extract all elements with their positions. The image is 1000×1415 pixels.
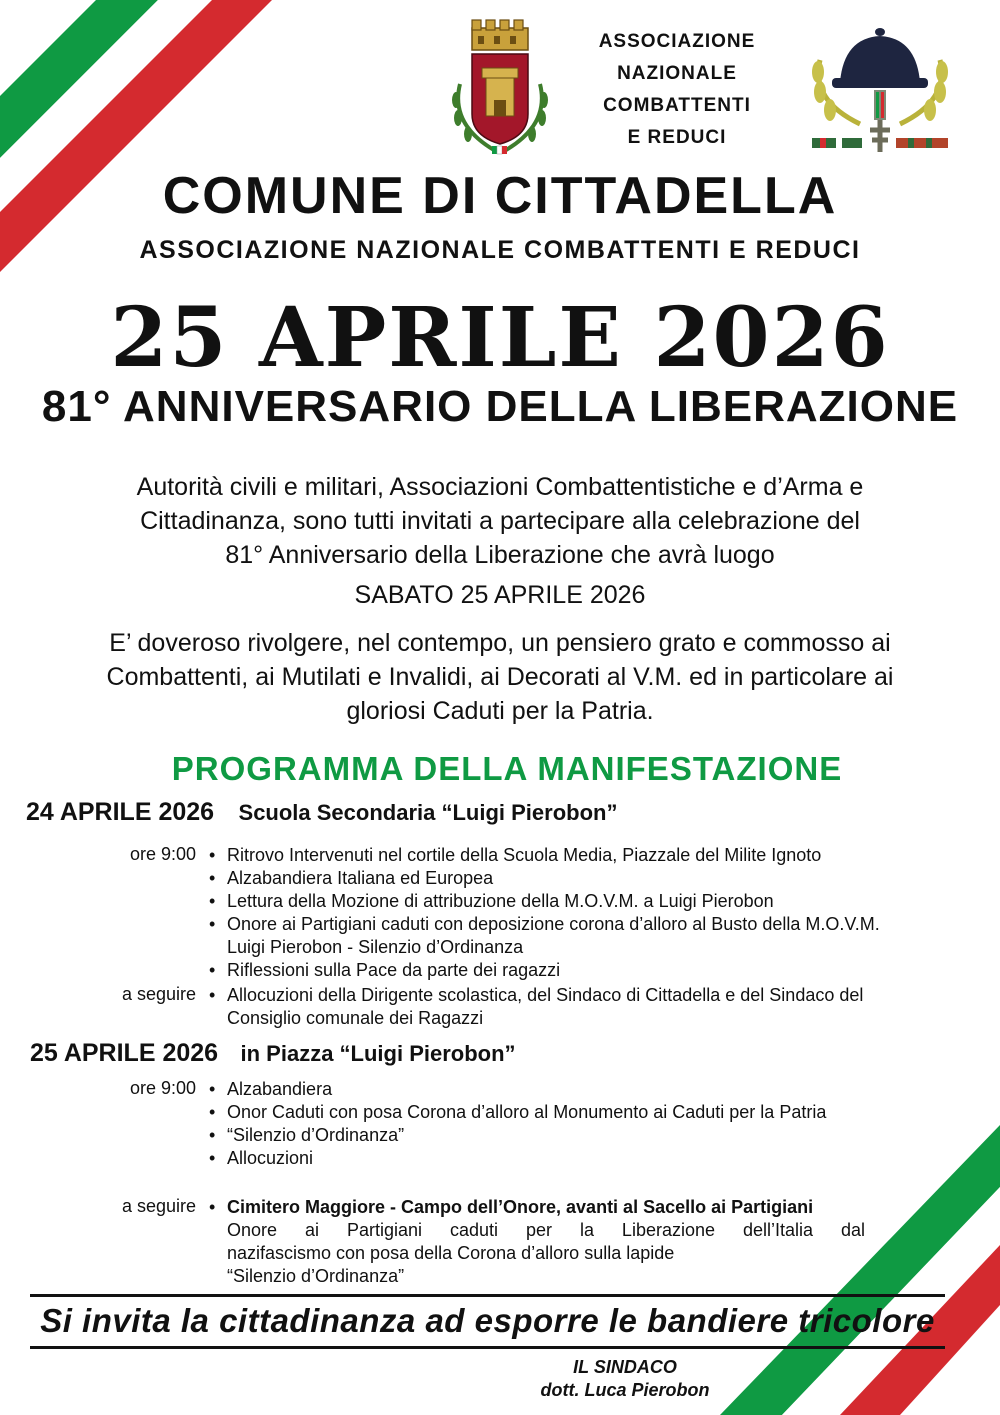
tribute-line-3: gloriosi Caduti per la Patria. [346, 697, 654, 725]
signature-block [500, 1356, 750, 1402]
day2-heading [30, 1039, 516, 1068]
ancr-helmet-emblem-icon [800, 20, 960, 160]
day2-item-1: • Alzabandiera [205, 1078, 945, 1101]
intro-line-3: 81° Anniversario della Liberazione che avrà luogo [225, 541, 775, 569]
association-subtitle: ASSOCIAZIONE NAZIONALE COMBATTENTI E REDUCI [139, 236, 861, 264]
day2-list-2 [205, 1196, 865, 1288]
invite-rule-bottom [30, 1346, 945, 1349]
day2-item-3: • “Silenzio d’Ordinanza” [205, 1124, 945, 1147]
day2-item-4: • Allocuzioni [205, 1147, 945, 1170]
invite-rule-top [30, 1294, 945, 1297]
day1-list-1 [205, 844, 985, 982]
intro-paragraph [0, 470, 1000, 612]
anniversary-title: 81° ANNIVERSARIO DELLA LIBERAZIONE [41, 382, 959, 431]
intro-line-2: Cittadinanza, sono tutti invitati a partecipare alla celebrazione del [140, 507, 860, 535]
day1-list-2 [205, 984, 985, 1030]
cittadella-coat-of-arms-icon [442, 14, 558, 156]
tribute-line-2: Combattenti, ai Mutilati e Invalidi, ai Decorati al V.M. ed in particolare ai [106, 663, 894, 691]
invite-text: Si invita la cittadinanza ad esporre le bandiere tricolore [40, 1302, 935, 1339]
day2-item-after-line-2: nazifascismo con posa della Corona d’alloro sulla lapide [227, 1243, 675, 1263]
association-line-4: E REDUCI [627, 127, 727, 148]
day2-time-2: a seguire [121, 1196, 196, 1216]
event-date-title: 25 APRILE 2026 [110, 290, 890, 386]
day2-item-after-line-1: Onore ai Partigiani caduti per la Liberazione dell’Italia dal [227, 1220, 865, 1240]
day2-item-2: • Onor Caduti con posa Corona d’alloro al Monumento ai Caduti per la Patria [205, 1101, 945, 1124]
tribute-line-1: E’ doveroso rivolgere, nel contempo, un pensiero grato e commosso ai [109, 629, 891, 657]
day1-item-4-text: Onore ai Partigiani caduti con deposizione corona d’alloro al Busto della M.O.V.M. [227, 914, 880, 934]
day1-item-after [205, 984, 985, 1030]
day1-item-after-cont: Consiglio comunale dei Ragazzi [227, 1008, 484, 1028]
signature-name: dott. Luca Pierobon [540, 1380, 710, 1400]
program-title: PROGRAMMA DELLA MANIFESTAZIONE [171, 750, 843, 787]
association-name-block [582, 26, 772, 154]
day1-item-5: • Riflessioni sulla Pace da parte dei ragazzi [205, 959, 985, 982]
day1-date: 24 APRILE 2026 [26, 798, 215, 826]
association-line-1: ASSOCIAZIONE [598, 31, 756, 52]
day2-item-after-bold: Cimitero Maggiore - Campo dell’Onore, avanti al Sacello ai Partigiani [227, 1197, 814, 1217]
day1-time-2: a seguire [121, 984, 196, 1004]
day2-item-after [205, 1196, 865, 1288]
day2-list-1 [205, 1078, 945, 1170]
day1-item-4 [205, 913, 985, 959]
association-line-2: NAZIONALE [617, 63, 737, 84]
day1-heading [26, 798, 617, 827]
day2-place: in Piazza “Luigi Pierobon” [240, 1041, 516, 1066]
day2-item-after-line-3: “Silenzio d’Ordinanza” [227, 1266, 405, 1286]
intro-line-4: SABATO 25 APRILE 2026 [354, 581, 646, 609]
association-line-3: COMBATTENTI [603, 95, 751, 116]
day2-date: 25 APRILE 2026 [30, 1039, 219, 1067]
day1-item-2: • Alzabandiera Italiana ed Europea [205, 867, 985, 890]
day1-time-1: ore 9:00 [129, 844, 196, 864]
signature-role: IL SINDACO [573, 1357, 677, 1377]
day2-time-1: ore 9:00 [129, 1078, 196, 1098]
day1-place: Scuola Secondaria “Luigi Pierobon” [238, 800, 618, 825]
day1-item-1: • Ritrovo Intervenuti nel cortile della Scuola Media, Piazzale del Milite Ignoto [205, 844, 985, 867]
day1-item-3: • Lettura della Mozione di attribuzione della M.O.V.M. a Luigi Pierobon [205, 890, 985, 913]
intro-line-1: Autorità civili e militari, Associazioni Combattentistiche e d’Arma e [136, 473, 864, 501]
day1-item-after-text: Allocuzioni della Dirigente scolastica, del Sindaco di Cittadella e del Sindaco del [227, 985, 864, 1005]
day1-item-4-cont: Luigi Pierobon - Silenzio d’Ordinanza [227, 937, 524, 957]
comune-title: COMUNE DI CITTADELLA [162, 167, 838, 225]
tribute-paragraph [0, 626, 1000, 728]
